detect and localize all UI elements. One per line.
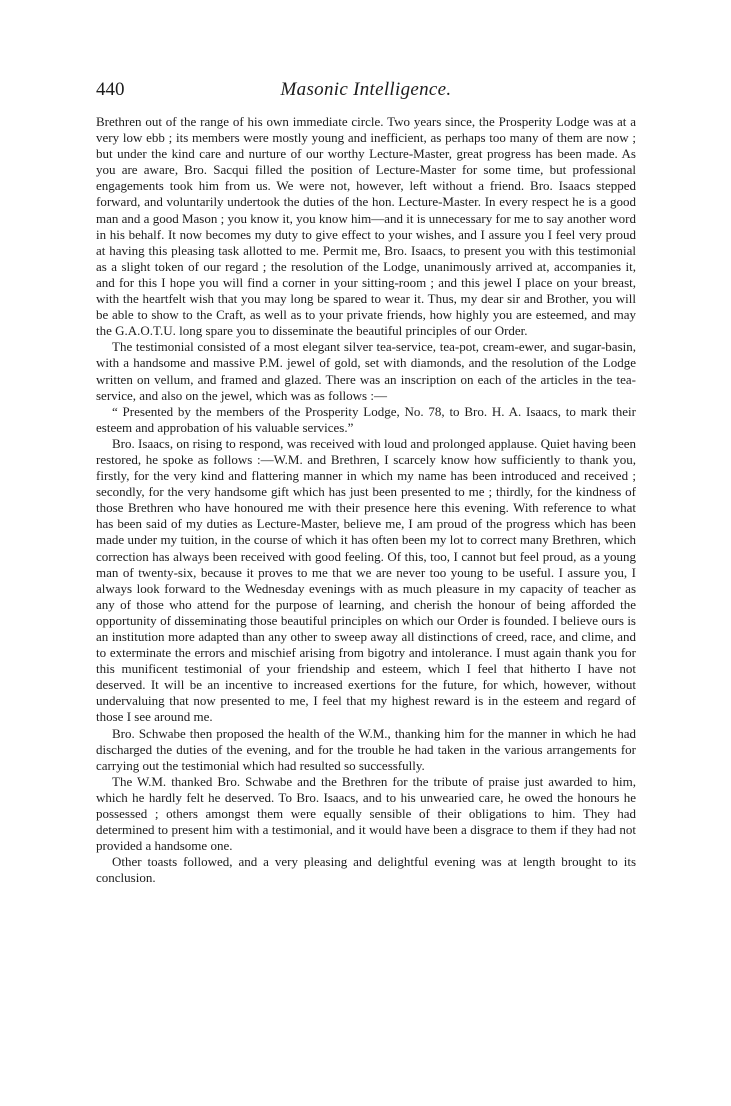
paragraph-wm-reply: The W.M. thanked Bro. Schwabe and the Brethren for the tribute of praise just awarded to him, which he hardly felt he deserved. To Bro. Isaacs, and to his unwearied care, he owed the honours he possessed ; others amongst them were equally sensible of their obligations to him. They had determined to present him with a testimonial, and it would have been a disgrace to them if they had not provided a handsome one.: [96, 773, 636, 854]
page-header: [96, 78, 636, 102]
article-body: [96, 114, 636, 887]
paragraph-schwabe-toast: Bro. Schwabe then proposed the health of the W.M., thanking him for the manner in which he had discharged the duties of the evening, and for the trouble he had taken in the various arrangements for carrying out the testimonial which had resulted so successfully.: [96, 725, 636, 773]
document-page: [96, 78, 636, 887]
paragraph-testimonial-description: The testimonial consisted of a most elegant silver tea-service, tea-pot, cream-ewer, and sugar-basin, with a handsome and massive P.M. jewel of gold, set with diamonds, and the resolution of the Lodge written on vellum, and framed and glazed. There was an inscription on each of the articles in the tea-service, and also on the jewel, which was as follows :—: [96, 339, 636, 403]
running-title: Masonic Intelligence.: [280, 79, 452, 100]
page-number: 440: [96, 79, 125, 100]
paragraph-isaacs-response: Bro. Isaacs, on rising to respond, was received with loud and prolonged applause. Quiet having been restored, he spoke as follows :—W.M. and Brethren, I scarcely know how sufficiently to thank you, firstly, for the very kind and flattering manner in which my name has been introduced and received ; secondly, for the very handsome gift which has just been presented to me ; thirdly, for the kindness of those Brethren who have honoured me with their presence here this evening. With reference to what has been said of my duties as Lecture-Master, believe me, I am proud of the progress which has been made under my tuition, in the course of which it has often been my lot to correct many Brethren, which correction has always been received with good feeling. Of this, too, I cannot but feel proud, as a young man of twenty-six, because it proves to me that we are never too young to be useful. I assure you, I always look forward to the Wednesday evenings with as much pleasure in my capacity of teacher as any of those who attend for the purpose of learning, and cherish the honour of being afforded the opportunity of disseminating those beautiful principles on which our Order is founded. I believe ours is an institution more adapted than any other to sweep away all distinctions of creed, race, and clime, and to exterminate the errors and mischief arising from bigotry and intolerance. I must again thank you for this munificent testimonial of your friendship and esteem, which I feel that hitherto I have not deserved. It will be an incentive to increased exertions for the future, for which, however, without undervaluing that now presented to me, I feel that my highest reward is in the esteem and regard of those I see around me.: [96, 435, 636, 725]
paragraph-conclusion: Other toasts followed, and a very pleasing and delightful evening was at length brought to its conclusion.: [96, 854, 636, 886]
paragraph-inscription-quote: “ Presented by the members of the Prosperity Lodge, No. 78, to Bro. H. A. Isaacs, to mark their esteem and approbation of his valuable services.”: [96, 403, 636, 435]
paragraph-continued-speech: Brethren out of the range of his own immediate circle. Two years since, the Prosperity Lodge was at a very low ebb ; its members were mostly young and inefficient, as perhaps too many of them are now ; but under the kind care and nurture of our worthy Lecture-Master, great progress has been made. As you are aware, Bro. Sacqui filled the position of Lecture-Master for some time, but professional engagements took him from us. We were not, however, left without a friend. Bro. Isaacs stepped forward, and voluntarily undertook the duties of the hon. Lecture-Master. In every respect he is a good man and a good Mason ; you know it, you know him—and it is unnecessary for me to say another word in his behalf. It now becomes my duty to give effect to your wishes, and I assure you I feel very proud at having this pleasing task allotted to me. Permit me, Bro. Isaacs, to present you with this testimonial as a slight token of our regard ; the resolution of the Lodge, unanimously arrived at, accompanies it, and for this I hope you will find a corner in your sitting-room ; and this jewel I place on your breast, with the heartfelt wish that you may long be spared to wear it. Thus, my dear sir and Brother, you will be able to show to the Craft, as well as to your private friends, how highly you are esteemed, and may the G.A.O.T.U. long spare you to disseminate the beautiful principles of our Order.: [96, 114, 636, 339]
